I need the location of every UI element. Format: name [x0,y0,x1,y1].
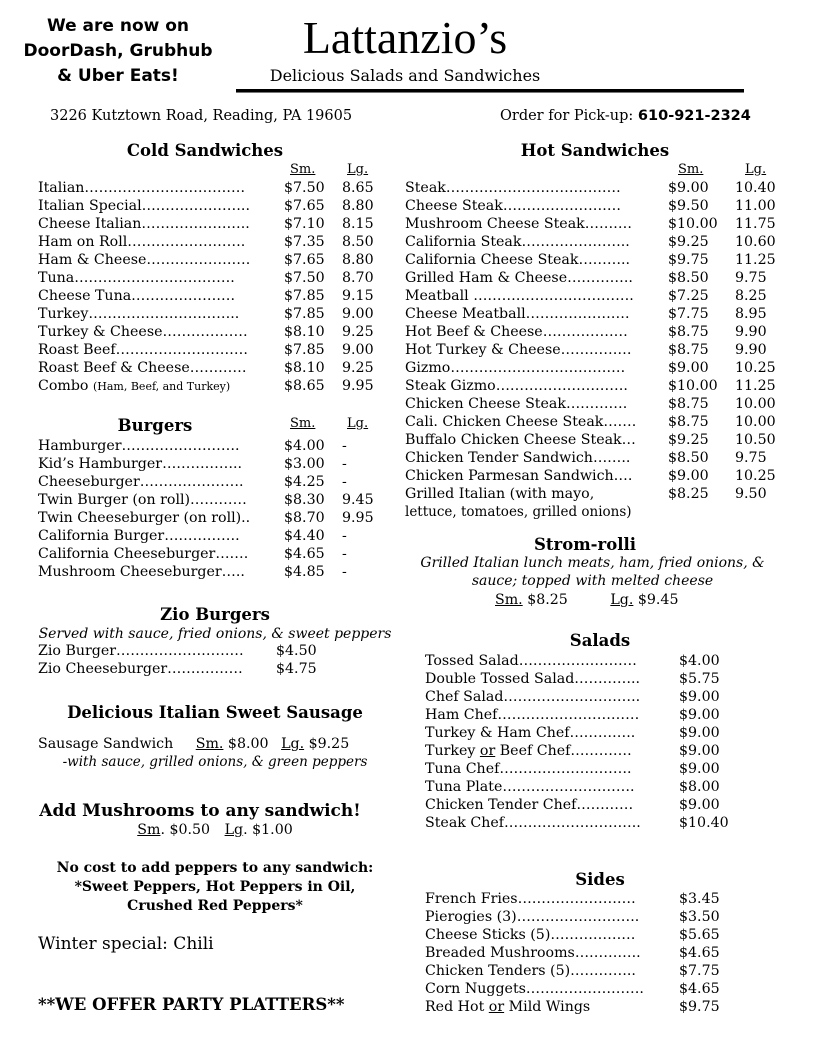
price-large: 8.80 [342,252,374,268]
item-name: Combo (Ham, Beef, and Turkey) [38,378,231,394]
hot-heading: Hot Sandwiches [520,141,670,160]
item-name: Hamburger……………………. [38,438,240,454]
price-large: 8.15 [342,216,374,232]
header-divider [236,89,744,93]
item-name: French Fries……………………. [425,891,636,907]
price-small: $3.00 [284,456,325,472]
grilled-italian-desc: lettuce, tomatoes, grilled onions) [405,504,632,520]
price-small: $8.75 [668,324,709,340]
price-small: $8.10 [284,324,325,340]
hot-lg-header: Lg. [745,162,767,177]
price-large: - [342,456,347,472]
price-small: $10.00 [668,378,718,394]
price-large: - [342,438,347,454]
sausage-description: -with sauce, grilled onions, & green peppers [62,754,368,770]
item-name: Tuna Plate………………………. [425,779,635,795]
item-name: Hot Beef & Cheese……………… [405,324,628,340]
price-small: $7.35 [284,234,325,250]
item-name: Double Tossed Salad………….. [425,671,641,687]
item-name: Zio Cheeseburger……………. [38,661,243,677]
item-name: Cheese Tuna…………………. [38,288,235,304]
item-name: Tuna……………………………. [38,270,235,286]
cold-heading: Cold Sandwiches [126,141,284,160]
cold-sm-header: Sm. [290,162,316,177]
item-name: Ham on Roll……………………. [38,234,246,250]
price-small: $9.75 [679,999,720,1015]
item-name: Chicken Parmesan Sandwich…. [405,468,633,484]
item-name: Turkey or Beef Chef…………. [425,743,632,759]
price-small: $9.00 [668,468,709,484]
item-name: Tossed Salad……………………. [425,653,637,669]
price-small: $7.50 [284,270,325,286]
price-large: 9.50 [735,486,767,502]
price-large: 10.00 [735,396,776,412]
stromroll-desc-2: sauce; topped with melted cheese [471,573,714,589]
item-name: Breaded Mushrooms………….. [425,945,641,961]
item-name: Mushroom Cheese Steak………. [405,216,632,232]
price-small: $4.65 [679,945,720,961]
item-name: Mushroom Cheeseburger….. [38,564,245,580]
price-large: 11.25 [735,252,776,268]
price-large: 8.95 [735,306,767,322]
price-small: $8.50 [668,270,709,286]
price-small: $5.75 [679,671,720,687]
phone-number: 610-921-2324 [637,108,751,124]
price-large: 10.00 [735,414,776,430]
price-large: 10.25 [735,468,776,484]
price-small: $4.65 [284,546,325,562]
delivery-promo: We are now on DoorDash, Grubhub & Uber Eats! [23,16,213,86]
stromroll-heading: Strom-rolli [533,535,637,554]
item-name: Kid’s Hamburger…………….. [38,456,243,472]
item-name: Gizmo………………………………. [405,360,626,376]
price-large: - [342,474,347,490]
price-large: 8.80 [342,198,374,214]
sides-heading: Sides [575,870,625,889]
price-small: $4.25 [284,474,325,490]
price-small: $10.00 [668,216,718,232]
price-small: $9.00 [679,689,720,705]
winter-special: Winter special: Chili [38,934,214,954]
item-name: Roast Beef & Cheese………… [38,360,247,376]
item-name: Italian Special………………….. [38,198,250,214]
price-small: $4.00 [679,653,720,669]
item-name: California Burger……………. [38,528,240,544]
price-small: $7.10 [284,216,325,232]
price-large: 9.00 [342,342,374,358]
item-name: Steak………………………………. [405,180,621,196]
zio-heading: Zio Burgers [160,605,270,624]
price-small: $7.85 [284,306,325,322]
item-name: Ham & Cheese…………………. [38,252,251,268]
price-small: $9.00 [668,360,709,376]
price-small: $8.00 [679,779,720,795]
price-small: $4.00 [284,438,325,454]
price-small: $4.85 [284,564,325,580]
price-small: $7.65 [284,198,325,214]
item-name: Cheese Steak……………………. [405,198,621,214]
price-large: 9.95 [342,378,374,394]
item-name: California Cheese Steak……….. [405,252,631,268]
salads-heading: Salads [569,631,631,650]
price-large: 11.25 [735,378,776,394]
item-name: Cheese Sticks (5)……………… [425,927,636,943]
item-name: Chicken Tenders (5)………….. [425,963,636,979]
price-large: 10.60 [735,234,776,250]
price-large: 8.65 [342,180,374,196]
price-large: - [342,564,347,580]
item-name: Twin Cheeseburger (on roll).. [38,510,251,526]
price-large: 8.50 [342,234,374,250]
burgers-lg-header: Lg. [347,416,369,431]
item-name: Chef Salad……………………….. [425,689,641,705]
price-small: $9.50 [668,198,709,214]
address: 3226 Kutztown Road, Reading, PA 19605 [50,108,353,124]
price-small: $8.65 [284,378,325,394]
price-small: $3.45 [679,891,720,907]
mushrooms-prices: Sm. $0.50 Lg. $1.00 [137,822,293,838]
price-small: $8.25 [668,486,709,502]
hot-sm-header: Sm. [678,162,704,177]
price-large: 10.40 [735,180,776,196]
item-name: Red Hot or Mild Wings [425,999,591,1015]
item-name: Ham Chef………………………… [425,707,640,723]
item-name: Zio Burger……………………… [38,643,244,659]
item-name: Chicken Cheese Steak…………. [405,396,628,412]
price-small: $8.75 [668,342,709,358]
price-small: $4.75 [276,661,317,677]
restaurant-subtitle: Delicious Salads and Sandwiches [269,66,541,85]
price-small: $7.65 [284,252,325,268]
price-large: 9.15 [342,288,374,304]
price-large: 8.25 [735,288,767,304]
price-small: $7.50 [284,180,325,196]
item-name: Meatball ……………………………. [405,288,634,304]
price-small: $8.10 [284,360,325,376]
burgers-heading: Burgers [117,416,193,435]
price-small: $3.50 [679,909,720,925]
price-small: $9.25 [668,432,709,448]
item-name: Tuna Chef………………………. [425,761,632,777]
item-name: Steak Gizmo………………………. [405,378,628,394]
price-large: 9.25 [342,324,374,340]
item-name: Cheeseburger…………………. [38,474,244,490]
sausage-item: Sausage Sandwich Sm. $8.00 Lg. $9.25 [38,736,350,752]
price-small: $9.00 [679,725,720,741]
item-name: Steak Chef……………………….. [425,815,641,831]
item-name: Chicken Tender Chef………… [425,797,634,813]
item-note: (Ham, Beef, and Turkey) [92,380,231,393]
price-small: $8.30 [284,492,325,508]
price-large: 10.25 [735,360,776,376]
zio-description: Served with sauce, fried onions, & sweet peppers [38,626,392,642]
price-small: $9.00 [679,743,720,759]
item-name: Buffalo Chicken Cheese Steak… [405,432,636,448]
price-large: 9.75 [735,450,767,466]
price-small: $9.00 [679,707,720,723]
item-name: Grilled Italian (with mayo, [405,486,595,502]
price-large: 11.00 [735,198,776,214]
restaurant-title: Lattanzio’s [302,12,508,63]
price-large: 9.75 [735,270,767,286]
price-small: $8.75 [668,414,709,430]
stromroll-prices: Sm. $8.25 Lg. $9.45 [495,592,679,608]
item-name: Pierogies (3)…………………….. [425,909,640,925]
price-small: $10.40 [679,815,729,831]
item-name: Cali. Chicken Cheese Steak……. [405,414,637,430]
item-name: Grilled Ham & Cheese………….. [405,270,633,286]
item-name: Hot Turkey & Cheese…………… [405,342,632,358]
price-large: 10.50 [735,432,776,448]
price-small: $7.75 [668,306,709,322]
price-small: $5.65 [679,927,720,943]
price-small: $9.00 [668,180,709,196]
item-name: Corn Nuggets……………………. [425,981,644,997]
item-name: Turkey & Ham Chef………….. [425,725,636,741]
price-small: $9.00 [679,761,720,777]
price-large: 9.90 [735,342,767,358]
price-large: - [342,528,347,544]
item-name: California Steak………………….. [405,234,630,250]
price-small: $9.00 [679,797,720,813]
price-large: 9.45 [342,492,374,508]
price-large: 9.90 [735,324,767,340]
price-large: 9.00 [342,306,374,322]
party-platters: **WE OFFER PARTY PLATTERS** [38,995,345,1014]
item-name: Italian……………………………. [38,180,246,196]
sausage-heading: Delicious Italian Sweet Sausage [67,703,363,722]
item-name: Twin Burger (on roll)………… [38,492,247,508]
peppers-note: No cost to add peppers to any sandwich: *Sweet Peppers, Hot Peppers in Oil, Crushed Red Peppers* [56,860,374,914]
item-name: California Cheeseburger……. [38,546,249,562]
price-small: $9.25 [668,234,709,250]
order-phone: Order for Pick-up: 610-921-2324 [500,108,751,124]
item-name: Turkey………………………….. [38,306,240,322]
price-small: $7.85 [284,342,325,358]
item-name: Cheese Meatball…………………. [405,306,630,322]
item-name: Cheese Italian………………….. [38,216,250,232]
price-small: $8.75 [668,396,709,412]
item-name: Chicken Tender Sandwich…….. [405,450,631,466]
burgers-sm-header: Sm. [290,416,316,431]
price-small: $7.85 [284,288,325,304]
mushrooms-heading: Add Mushrooms to any sandwich! [39,801,361,821]
price-small: $8.70 [284,510,325,526]
price-large: 11.75 [735,216,776,232]
price-large: - [342,546,347,562]
price-large: 8.70 [342,270,374,286]
price-small: $9.75 [668,252,709,268]
price-large: 9.95 [342,510,374,526]
stromroll-desc-1: Grilled Italian lunch meats, ham, fried onions, & [420,555,765,571]
price-small: $4.40 [284,528,325,544]
price-small: $7.75 [679,963,720,979]
item-name: Turkey & Cheese……………… [38,324,248,340]
price-large: 9.25 [342,360,374,376]
cold-lg-header: Lg. [347,162,369,177]
item-name: Roast Beef………………………. [38,342,248,358]
price-small: $8.50 [668,450,709,466]
price-small: $4.65 [679,981,720,997]
price-small: $7.25 [668,288,709,304]
price-small: $4.50 [276,643,317,659]
